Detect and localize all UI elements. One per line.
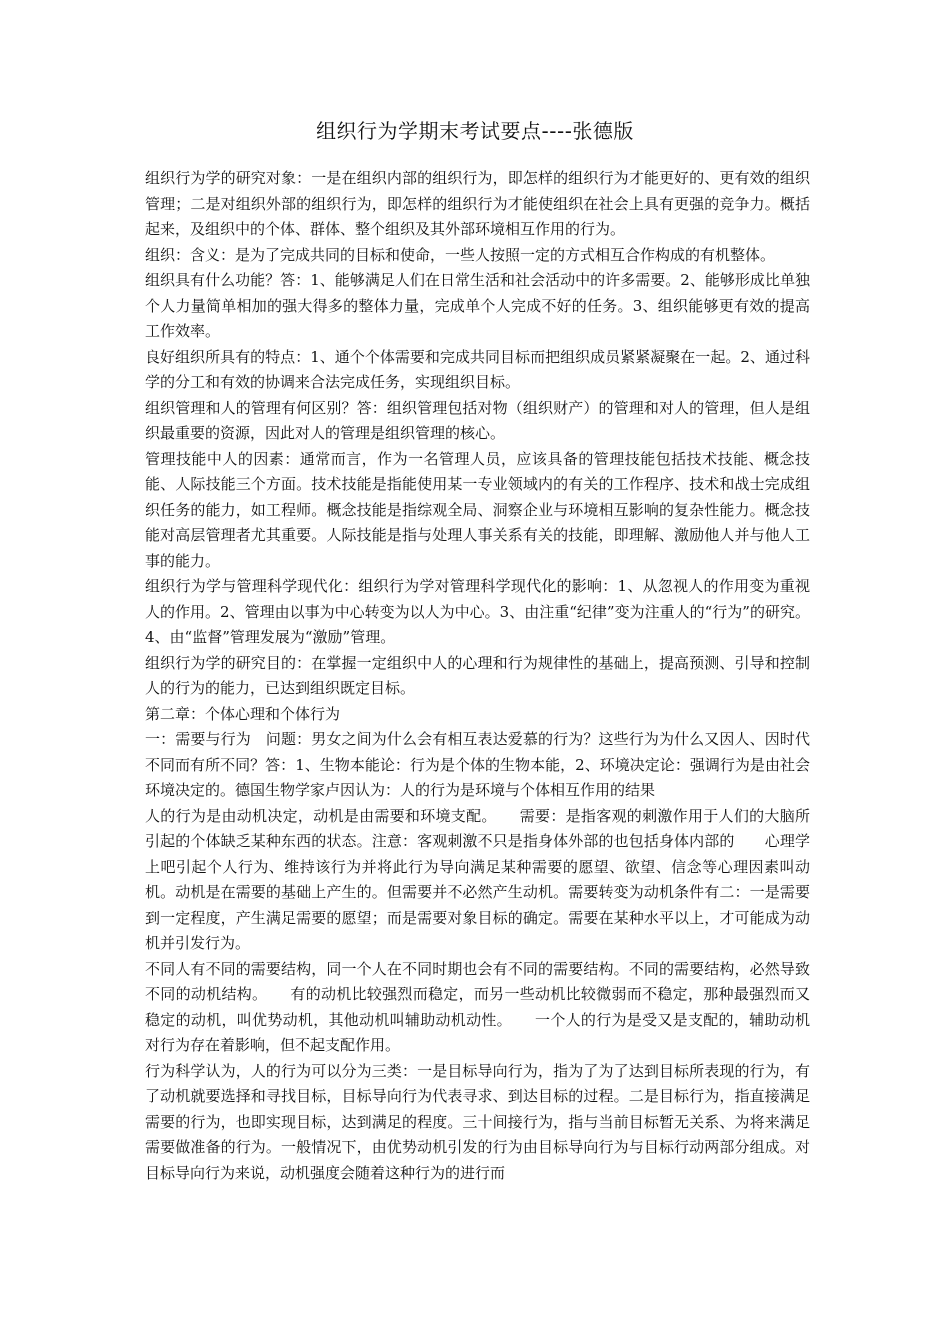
paragraph-management-difference: 组织管理和人的管理有何区别？答：组织管理包括对物（组织财产）的管理和对人的管理，但人是组织最重要的资源，因此对人的管理是组织管理的核心。: [145, 398, 810, 442]
paragraph-management-skills: 管理技能中人的因素：通常而言，作为一名管理人员，应该具备的管理技能包括技术技能、概念技能、人际技能三个方面。技术技能是指能使用某一专业领域内的有关的工作程序、技术和战士完成组织任务的能力，如工程师。概念技能是指综观全局、洞察企业与环境相互影响的复杂性能力。概念技能对高层管理者尤其重要。人际技能是指与处理人事关系有关的技能，即理解、激励他人并与他人工事的能力。: [145, 449, 810, 570]
paragraph-good-organization-traits: 良好组织所具有的特点：1、通个个体需要和完成共同目标而把组织成员紧紧凝聚在一起。2、通过科学的分工和有效的协调来合法完成任务，实现组织目标。: [145, 347, 810, 391]
document-body: [145, 166, 810, 1186]
paragraph-research-object: 组织行为学的研究对象：一是在组织内部的组织行为，即怎样的组织行为才能更好的、更有效的组织管理；二是对组织外部的组织行为，即怎样的组织行为才能使组织在社会上具有更强的竞争力。概括起来，及组织中的个体、群体、整个组织及其外部环境相互作用的行为。: [145, 169, 810, 238]
document-title: 组织行为学期末考试要点----张德版: [316, 119, 634, 143]
paragraph-management-modernization: 组织行为学与管理科学现代化：组织行为学对管理科学现代化的影响：1、从忽视人的作用变为重视人的作用。2、管理由以事为中心转变为以人为中心。3、由注重“纪律”变为注重人的“行为”的研究。4、由“监督”管理发展为“激励”管理。: [145, 577, 810, 646]
paragraph-research-purpose: 组织行为学的研究目的：在掌握一定组织中人的心理和行为规律性的基础上，提高预测、引导和控制人的行为的能力，已达到组织既定目标。: [145, 653, 810, 697]
paragraph-behavior-types: 行为科学认为，人的行为可以分为三类：一是目标导向行为，指为了为了达到目标所表现的行为，有了动机就要选择和寻找目标，目标导向行为代表寻求、到达目标的过程。二是目标行为，指直接满足需要的行为，也即实现目标，达到满足的程度。三十间接行为，指与当前目标暂无关系、为将来满足需要做准备的行为。一般情况下，由优势动机引发的行为由目标导向行为与目标行动两部分组成。对目标导向行为来说，动机强度会随着这种行为的进行而: [145, 1061, 810, 1182]
paragraph-needs-and-behavior: 一：需要与行为 问题：男女之间为什么会有相互表达爱慕的行为？这些行为为什么又因人、因时代不同而有所不同？答：1、生物本能论：行为是个体的生物本能，2、环境决定论：强调行为是由社会环境决定的。德国生物学家卢因认为：人的行为是环境与个体相互作用的结果: [145, 730, 810, 799]
paragraph-motivation: 人的行为是由动机决定，动机是由需要和环境支配。 需要：是指客观的刺激作用于人们的大脑所引起的个体缺乏某种东西的状态。注意：客观刺激不只是指身体外部的也包括身体内部的 心理学上吧引起个人行为、维持该行为并将此行为导向满足某种需要的愿望、欲望、信念等心理因素叫动机。动机是在需要的基础上产生的。但需要并不必然产生动机。需要转变为动机条件有二：一是需要到一定程度，产生满足需要的愿望；而是需要对象目标的确定。需要在某种水平以上，才可能成为动机并引发行为。: [145, 806, 810, 952]
chapter-heading: 第二章：个体心理和个体行为: [145, 704, 341, 723]
paragraph-organization-definition: 组织：含义：是为了完成共同的目标和使命，一些人按照一定的方式相互合作构成的有机整体。: [145, 245, 776, 264]
paragraph-need-structure: 不同人有不同的需要结构，同一个人在不同时期也会有不同的需要结构。不同的需要结构，必然导致不同的动机结构。 有的动机比较强烈而稳定，而另一些动机比较微弱而不稳定，那种最强烈而又稳定的动机，叫优势动机，其他动机叫辅助动机动性。 一个人的行为是受又是支配的，辅助动机对行为存在着影响，但不起支配作用。: [145, 959, 810, 1054]
paragraph-organization-functions: 组织具有什么功能？答：1、能够满足人们在日常生活和社会活动中的许多需要。2、能够形成比单独个人力量简单相加的强大得多的整体力量，完成单个人完成不好的任务。3、组织能够更有效的提高工作效率。: [145, 271, 810, 340]
